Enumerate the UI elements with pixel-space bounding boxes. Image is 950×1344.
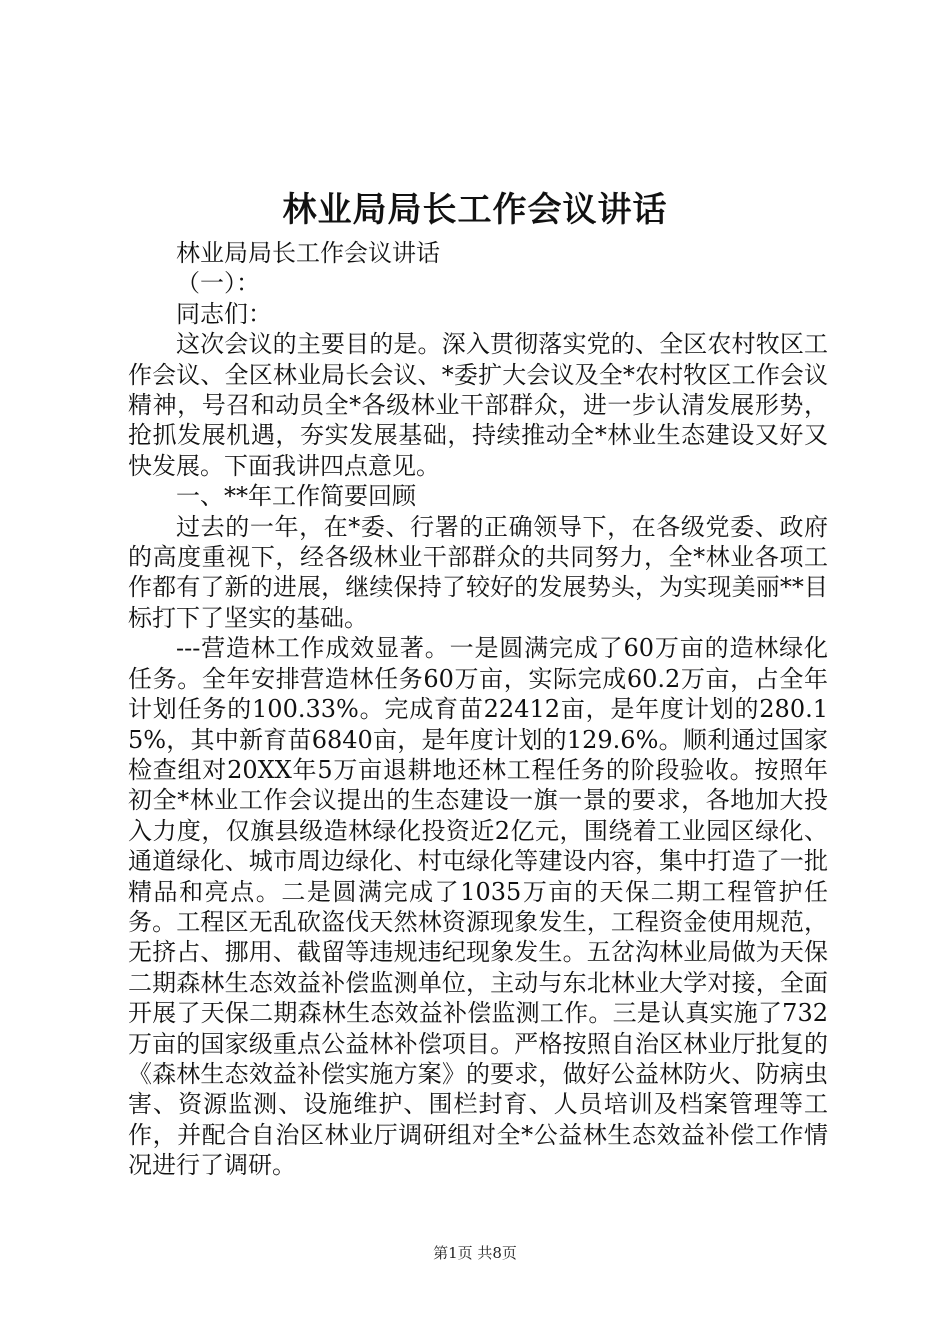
body-paragraph-intro: 这次会议的主要目的是。深入贯彻落实党的、全区农村牧区工作会议、全区林业局长会议、*委扩大会议及全*农村牧区工作会议精神，号召和动员全*各级林业干部群众，进一步认清发展形势，抢抓发展机遇，夯实发展基础，持续推动全*林业生态建设又好又快发展。下面我讲四点意见。: [128, 330, 828, 480]
document-body: [128, 238, 828, 1181]
body-paragraph-review: 过去的一年，在*委、行署的正确领导下，在各级党委、政府的高度重视下，经各级林业干部群众的共同努力，全*林业各项工作都有了新的进展，继续保持了较好的发展势头，为实现美丽**目标打下了坚实的基础。: [128, 512, 828, 632]
page-footer: 第1页 共8页: [433, 1244, 517, 1262]
document-title: 林业局局长工作会议讲话: [282, 190, 668, 230]
section-heading: 一、**年工作简要回顾: [176, 482, 416, 511]
body-paragraph-salutation: 同志们：: [176, 299, 272, 328]
body-paragraph-subtitle: 林业局局长工作会议讲话: [176, 239, 440, 267]
body-paragraph-afforestation: ---营造林工作成效显著。一是圆满完成了60万亩的造林绿化任务。全年安排营造林任务60万亩，实际完成60.2万亩，占全年计划任务的100.33%。完成育苗22412亩，是年度计划的280.15%，其中新育苗6840亩，是年度计划的129.6%。顺利通过国家检查组对20XX年5万亩退耕地还林工程任务的阶段验收。按照年初全*林业工作会议提出的生态建设一旗一景的要求，各地加大投入力度，仅旗县级造林绿化投资近2亿元，围绕着工业园区绿化、通道绿化、城市周边绿化、村屯绿化等建设内容，集中打造了一批精品和亮点。二是圆满完成了1035万亩的天保二期工程管护任务。工程区无乱砍盗伐天然林资源现象发生，工程资金使用规范，无挤占、挪用、截留等违规违纪现象发生。五岔沟林业局做为天保二期森林生态效益补偿监测单位，主动与东北林业大学对接，全面开展了天保二期森林生态效益补偿监测工作。三是认真实施了732万亩的国家级重点公益林补偿项目。严格按照自治区林业厅批复的《森林生态效益补偿实施方案》的要求，做好公益林防火、防病虫害、资源监测、设施维护、围栏封育、人员培训及档案管理等工作，并配合自治区林业厅调研组对全*公益林生态效益补偿工作情况进行了调研。: [128, 634, 828, 1180]
body-paragraph-section-number: （一）：: [176, 269, 260, 298]
